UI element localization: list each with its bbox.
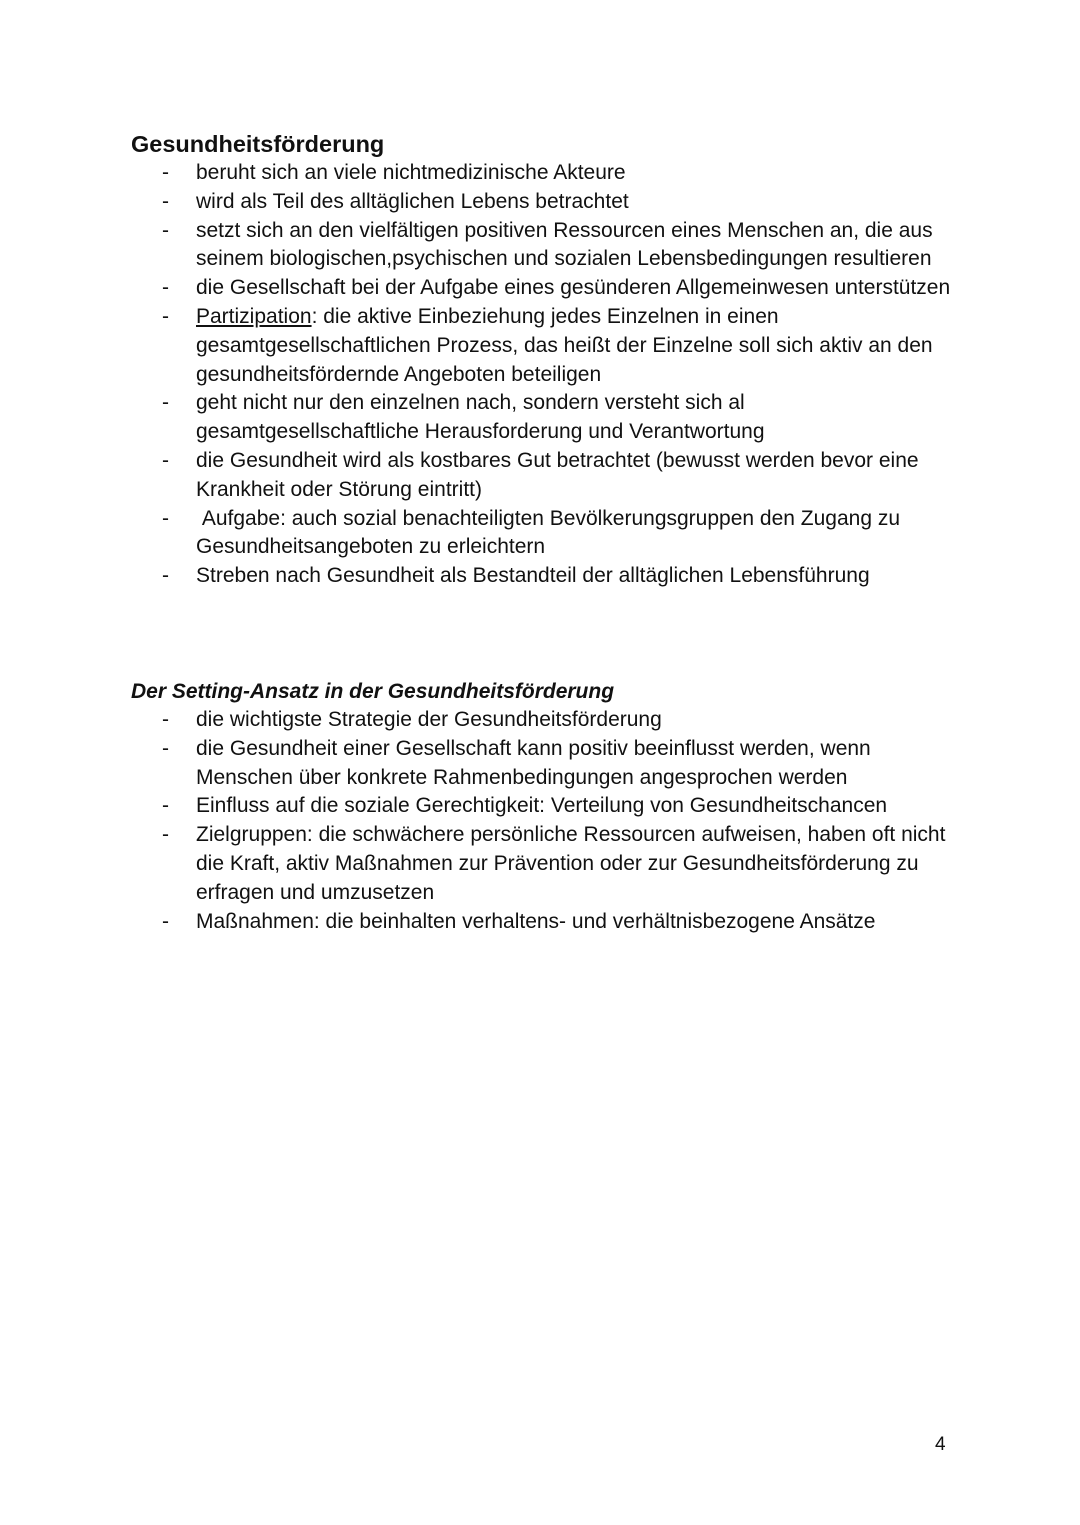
list-item-text: Einfluss auf die soziale Gerechtigkeit: Verteilung von Gesundheitschancen [196,794,888,818]
bullet-dash: - [162,218,169,242]
bullet-dash: - [162,794,169,818]
list-item-text: : die aktive Einbeziehung jedes Einzelnen in einen gesamtgesellschaftlichen Prozess, das heißt der Einzelne soll sich aktiv an den gesundheitsfördernde Angeboten beteiligen [196,304,933,386]
list-item [0,389,956,447]
list-item [0,274,956,303]
list-item [0,792,956,821]
bullet-list-setting-ansatz [0,706,1080,936]
bullet-dash: - [162,736,169,760]
list-item [0,447,956,505]
list-item [0,159,956,188]
bullet-dash: - [162,276,169,300]
bullet-dash: - [162,304,169,328]
list-item-text: wird als Teil des alltäglichen Lebens betrachtet [196,189,629,213]
list-item [0,505,956,563]
list-item-text: geht nicht nur den einzelnen nach, sondern versteht sich al gesamtgesellschaftliche Herausforderung und Verantwortung [196,391,765,444]
bullet-dash: - [162,823,169,847]
list-item [0,562,956,591]
list-item-text: Maßnahmen: die beinhalten verhaltens- und verhältnisbezogene Ansätze [196,909,876,933]
list-item [0,908,956,937]
list-item-text: die Gesellschaft bei der Aufgabe eines gesünderen Allgemeinwesen unterstützen [196,276,951,300]
section-heading-setting-ansatz: Der Setting-Ansatz in der Gesundheitsförderung [131,680,615,703]
list-item [0,735,956,793]
bullet-dash: - [162,391,169,415]
bullet-dash: - [162,909,169,933]
list-item-text: die Gesundheit wird als kostbares Gut betrachtet (bewusst werden bevor eine Krankheit oder Störung eintritt) [196,448,919,501]
list-item [0,188,956,217]
list-item-text: Aufgabe: auch sozial benachteiligten Bevölkerungsgruppen den Zugang zu Gesundheitsangeboten zu erleichtern [196,506,906,559]
list-item-text: die wichtigste Strategie der Gesundheitsförderung [196,708,662,731]
list-item [0,303,956,389]
bullet-dash: - [162,708,169,731]
bullet-dash: - [162,506,169,530]
page-number: 4 [935,1434,946,1455]
list-item-text: setzt sich an den vielfältigen positiven Ressourcen eines Menschen an, die aus seinem biologischen,psychischen und sozialen Lebensbedingungen resultieren [196,218,933,271]
bullet-dash: - [162,161,169,184]
list-item [0,217,956,275]
list-item-text: die Gesundheit einer Gesellschaft kann positiv beeinflusst werden, wenn Menschen über konkrete Rahmenbedingungen angesprochen werden [196,736,871,789]
bullet-dash: - [162,189,169,213]
list-item [0,821,956,907]
list-item [0,706,956,735]
bullet-list-gesundheitsfoerderung [0,159,1080,591]
section-heading-gesundheitsfoerderung: Gesundheitsförderung [131,131,385,157]
bullet-dash: - [162,448,169,472]
list-item-text: Zielgruppen: die schwächere persönliche Ressourcen aufweisen, haben oft nicht die Kraft, aktiv Maßnahmen zur Prävention oder zur Gesundheitsförderung zu erfragen und umzusetzen [196,823,946,904]
bullet-dash: - [162,564,169,588]
list-item-text: Streben nach Gesundheit als Bestandteil der alltäglichen Lebensführung [196,564,870,588]
underlined-term-partizipation: Partizipation [196,304,312,328]
list-item-text: beruht sich an viele nichtmedizinische Akteure [196,161,626,184]
